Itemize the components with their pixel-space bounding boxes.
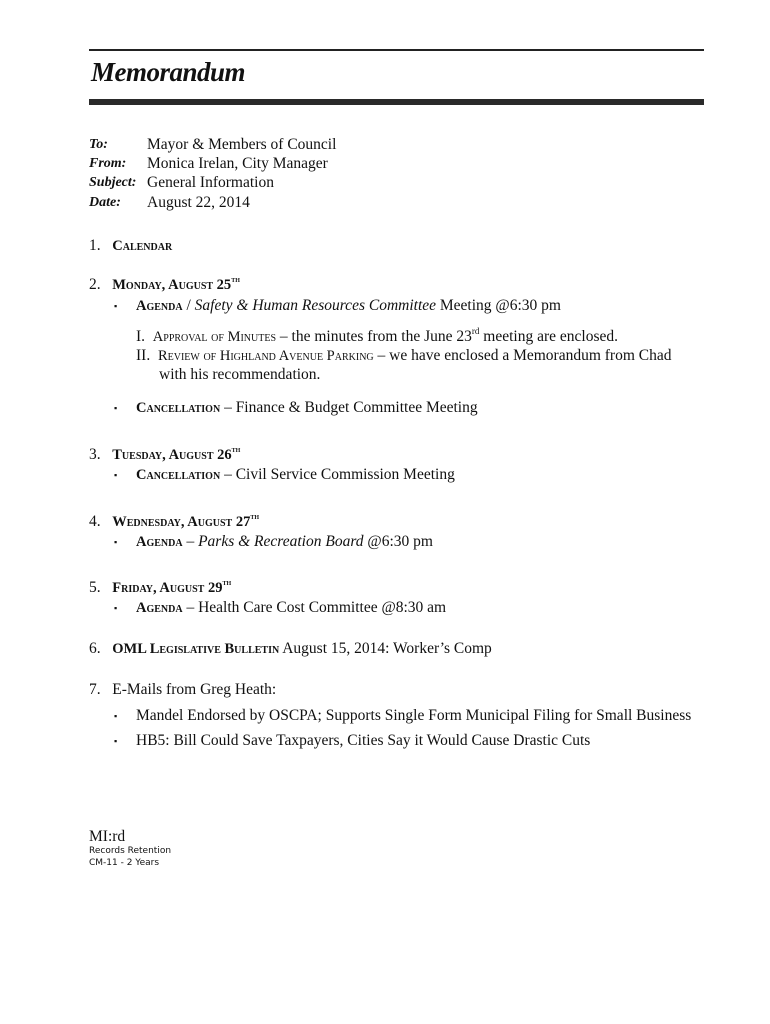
bullet-icon: ▪ <box>114 711 118 721</box>
item-number: 5. <box>89 579 101 596</box>
subject-value: General Information <box>147 174 274 191</box>
item-title: Friday, August 29 <box>112 580 223 596</box>
bullet-icon: ▪ <box>114 403 118 413</box>
roman-number: II. <box>136 347 151 364</box>
memo-title: Memorandum <box>91 57 246 87</box>
superscript: rd <box>471 326 480 336</box>
list-item-1 <box>89 236 172 256</box>
roman-item-2 <box>136 346 672 366</box>
roman-text: – the minutes from the June 23 <box>276 328 472 345</box>
bullet-text: Meeting @6:30 pm <box>436 297 561 314</box>
date-label: Date: <box>89 195 121 210</box>
item-title: Tuesday, August 26 <box>112 447 232 463</box>
superscript: th <box>250 511 260 521</box>
roman-text: – we have enclosed a Memorandum from Chad <box>373 347 672 364</box>
list-item-7 <box>89 680 276 700</box>
bullet-text: – Health Care Cost Committee @8:30 am <box>182 599 447 616</box>
to-value: Mayor & Members of Council <box>147 136 337 153</box>
list-item-3 <box>89 439 240 465</box>
retention-code: CM-11 - 2 Years <box>89 858 160 868</box>
item-number: 6. <box>89 640 101 657</box>
from-value: Monica Irelan, City Manager <box>147 155 328 172</box>
roman-text-end: meeting are enclosed. <box>479 328 618 345</box>
roman-item-2-continued: with his recommendation. <box>159 366 321 383</box>
bullet-item <box>136 465 455 485</box>
item-number: 1. <box>89 237 101 254</box>
list-item-4 <box>89 506 259 532</box>
roman-label: Approval of Minutes <box>152 329 277 345</box>
subject-label: Subject: <box>89 175 137 190</box>
records-retention: Records Retention <box>89 846 172 856</box>
bullet-label: Cancellation <box>136 400 221 416</box>
item-number: 4. <box>89 513 101 530</box>
roman-label: Review of Highland Avenue Parking <box>157 348 374 364</box>
list-item-2 <box>89 269 240 295</box>
separator: – <box>182 533 199 550</box>
bullet-item <box>136 532 433 552</box>
item-title: E-Mails from Greg Heath: <box>112 681 277 698</box>
item-title: OML Legislative Bulletin <box>112 641 280 657</box>
bullet-icon: ▪ <box>114 470 118 480</box>
from-label: From: <box>89 156 127 171</box>
bullet-item <box>136 398 478 418</box>
bullet-label: Cancellation <box>136 467 221 483</box>
superscript: th <box>231 444 241 454</box>
bullet-icon: ▪ <box>114 537 118 547</box>
title-rule <box>89 99 704 105</box>
bullet-text: @6:30 pm <box>363 533 433 550</box>
list-item-6 <box>89 639 492 659</box>
date-value: August 22, 2014 <box>147 194 250 211</box>
superscript: th <box>231 274 240 284</box>
bullet-label: Agenda <box>136 298 183 314</box>
committee-name: Safety & Human Resources Committee <box>194 297 437 314</box>
item-title: Calendar <box>112 238 173 254</box>
list-item-5 <box>89 572 231 598</box>
item-number: 7. <box>89 681 101 698</box>
superscript: th <box>222 577 232 587</box>
bullet-text: – Finance & Budget Committee Meeting <box>220 399 478 416</box>
roman-item-1 <box>136 321 618 347</box>
email-item-2: HB5: Bill Could Save Taxpayers, Cities Say it Would Cause Drastic Cuts <box>136 732 591 749</box>
bullet-item <box>136 296 561 316</box>
bullet-icon: ▪ <box>114 603 118 613</box>
item-number: 2. <box>89 276 101 293</box>
initials: MI:rd <box>89 828 126 845</box>
email-item-1: Mandel Endorsed by OSCPA; Supports Single Form Municipal Filing for Small Business <box>136 707 692 724</box>
bullet-label: Agenda <box>136 600 183 616</box>
top-rule <box>89 49 704 51</box>
item-title: Monday, August 25 <box>112 277 232 293</box>
bullet-text: – Civil Service Commission Meeting <box>220 466 455 483</box>
bullet-icon: ▪ <box>114 301 118 311</box>
item-number: 3. <box>89 446 101 463</box>
roman-number: I. <box>136 328 146 345</box>
item-text: August 15, 2014: Worker’s Comp <box>279 640 492 657</box>
bullet-icon: ▪ <box>114 736 118 746</box>
item-title: Wednesday, August 27 <box>112 514 251 530</box>
bullet-item <box>136 598 446 618</box>
to-label: To: <box>89 137 108 152</box>
bullet-label: Agenda <box>136 534 183 550</box>
board-name: Parks & Recreation Board <box>198 533 364 550</box>
separator: / <box>182 297 195 314</box>
